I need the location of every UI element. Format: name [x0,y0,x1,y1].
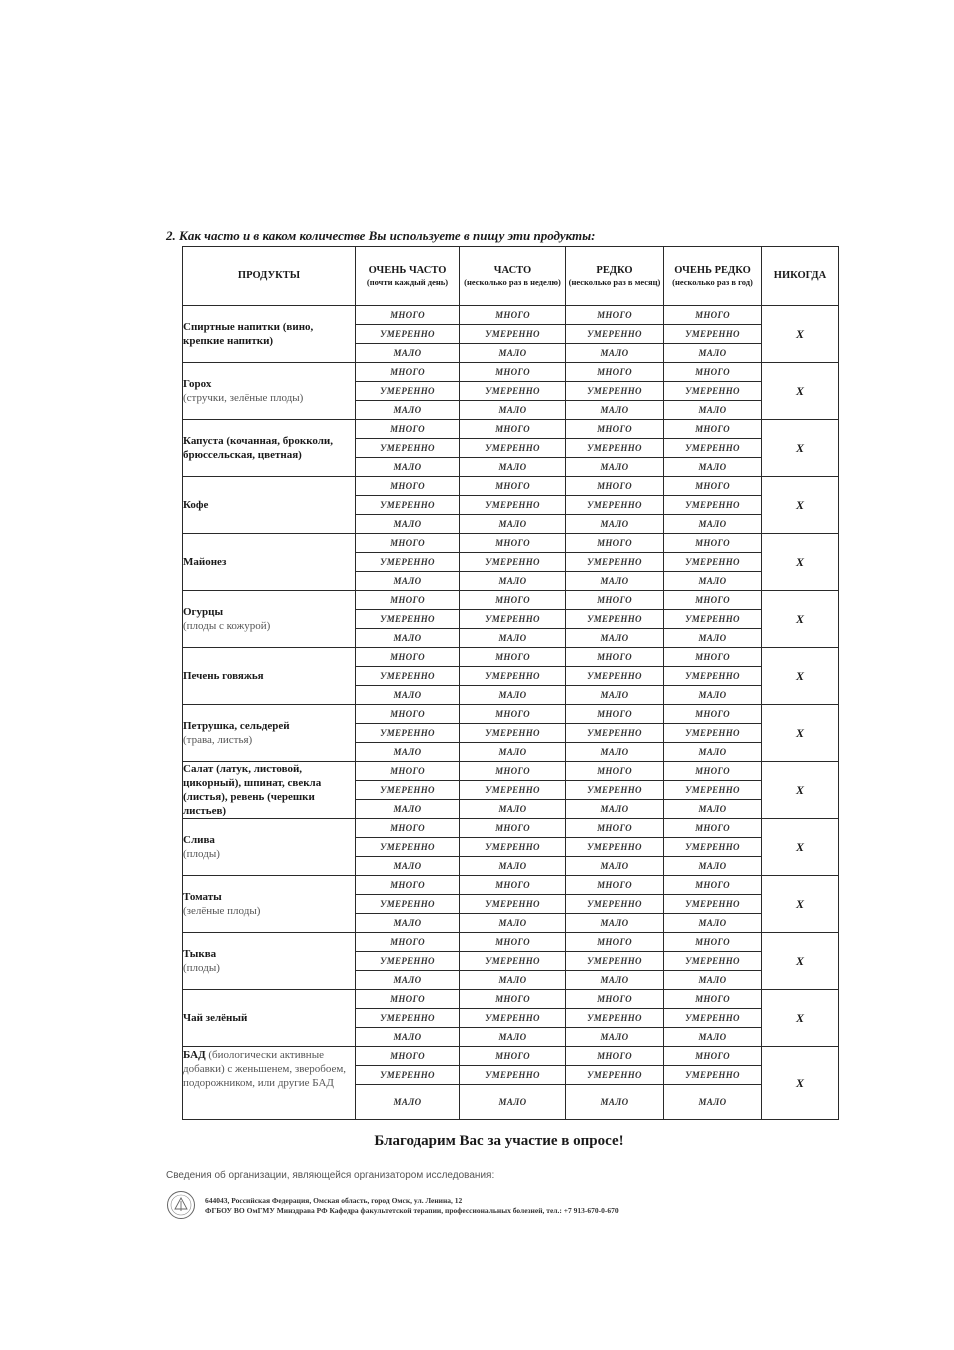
option-often[interactable]: УМЕРЕННО [460,1009,566,1028]
option-very-often[interactable]: УМЕРЕННО [356,382,460,401]
product-note: (плоды) [183,962,220,974]
survey-table [182,246,839,1120]
option-rarely[interactable]: УМЕРЕННО [566,895,664,914]
option-rarely[interactable]: МАЛО [566,800,664,819]
option-very-rarely[interactable]: МНОГО [664,420,762,439]
option-very-often[interactable]: МНОГО [356,363,460,382]
option-rarely[interactable]: МАЛО [566,1085,664,1120]
option-often[interactable]: МАЛО [460,800,566,819]
option-rarely[interactable]: МНОГО [566,762,664,781]
option-often[interactable]: МНОГО [460,933,566,952]
option-very-often[interactable]: МАЛО [356,857,460,876]
option-often[interactable]: МАЛО [460,857,566,876]
option-often[interactable]: УМЕРЕННО [460,667,566,686]
option-very-rarely[interactable]: УМЕРЕННО [664,610,762,629]
option-very-rarely[interactable]: МНОГО [664,990,762,1009]
table-row [183,933,839,952]
table-row [183,762,839,781]
option-often[interactable]: МАЛО [460,1028,566,1047]
header-very-often: ОЧЕНЬ ЧАСТО (почти каждый день) [356,247,460,306]
option-very-rarely[interactable]: УМЕРЕННО [664,439,762,458]
option-very-often[interactable]: УМЕРЕННО [356,667,460,686]
option-often[interactable]: УМЕРЕННО [460,952,566,971]
option-very-often[interactable]: МНОГО [356,648,460,667]
option-rarely[interactable]: МАЛО [566,1028,664,1047]
option-very-often[interactable]: УМЕРЕННО [356,439,460,458]
option-very-often[interactable]: МНОГО [356,591,460,610]
option-very-often[interactable]: МАЛО [356,344,460,363]
option-often[interactable]: МНОГО [460,477,566,496]
option-very-often[interactable]: УМЕРЕННО [356,952,460,971]
option-often[interactable]: УМЕРЕННО [460,382,566,401]
option-very-rarely[interactable]: МАЛО [664,914,762,933]
product-name: Майонез [183,556,227,568]
option-very-rarely[interactable]: УМЕРЕННО [664,724,762,743]
option-rarely[interactable]: УМЕРЕННО [566,781,664,800]
option-often[interactable]: УМЕРЕННО [460,610,566,629]
option-often[interactable]: УМЕРЕННО [460,895,566,914]
option-very-rarely[interactable]: МНОГО [664,477,762,496]
table-row [183,990,839,1009]
option-often[interactable]: МНОГО [460,762,566,781]
option-very-often[interactable]: МНОГО [356,420,460,439]
option-very-often[interactable]: МНОГО [356,762,460,781]
option-often[interactable]: МНОГО [460,420,566,439]
never-mark[interactable]: X [762,591,839,648]
product-cell [183,762,356,819]
option-often[interactable]: УМЕРЕННО [460,325,566,344]
option-rarely[interactable]: УМЕРЕННО [566,952,664,971]
thanks-message: Благодарим Вас за участие в опросе! [374,1133,624,1149]
option-very-rarely[interactable]: МНОГО [664,819,762,838]
option-rarely[interactable]: УМЕРЕННО [566,439,664,458]
product-note: (зелёные плоды) [183,905,261,917]
table-row [183,876,839,895]
option-rarely[interactable]: МАЛО [566,971,664,990]
option-often[interactable]: МНОГО [460,534,566,553]
option-very-often[interactable]: МНОГО [356,819,460,838]
option-very-often[interactable]: УМЕРЕННО [356,610,460,629]
option-very-rarely[interactable]: МАЛО [664,1085,762,1120]
option-rarely[interactable]: МНОГО [566,876,664,895]
option-often[interactable]: МАЛО [460,401,566,420]
table-row [183,1047,839,1066]
option-rarely[interactable]: МНОГО [566,591,664,610]
option-very-rarely[interactable]: МАЛО [664,515,762,534]
option-rarely[interactable]: МНОГО [566,648,664,667]
never-mark[interactable]: X [762,363,839,420]
option-very-rarely[interactable]: МАЛО [664,1028,762,1047]
option-very-rarely[interactable]: МАЛО [664,344,762,363]
option-very-rarely[interactable]: МНОГО [664,762,762,781]
option-very-rarely[interactable]: МАЛО [664,971,762,990]
table-row [183,306,839,325]
option-very-often[interactable]: МАЛО [356,401,460,420]
option-very-rarely[interactable]: МНОГО [664,534,762,553]
option-often[interactable]: МАЛО [460,344,566,363]
option-very-rarely[interactable]: МАЛО [664,800,762,819]
option-rarely[interactable]: МНОГО [566,933,664,952]
never-mark[interactable]: X [762,933,839,990]
option-very-rarely[interactable]: УМЕРЕННО [664,952,762,971]
option-rarely[interactable]: МНОГО [566,990,664,1009]
option-very-often[interactable]: УМЕРЕННО [356,781,460,800]
product-name: Томаты [183,891,222,903]
product-cell [183,876,356,933]
option-very-often[interactable]: МАЛО [356,914,460,933]
option-rarely[interactable]: МНОГО [566,363,664,382]
option-very-often[interactable]: МАЛО [356,458,460,477]
never-mark[interactable]: X [762,534,839,591]
product-cell [183,477,356,534]
organization-label: Сведения об организации, являющейся организатором исследования: [166,1170,495,1181]
organization-name: ФГБОУ ВО ОмГМУ Минздрава РФ Кафедра факультетской терапии, профессиональных болезней, тел.: +7 913-670-0-670 [205,1206,619,1215]
option-very-often[interactable]: МАЛО [356,743,460,762]
option-very-often[interactable]: МНОГО [356,534,460,553]
organization-address: 644043, Российская Федерация, Омская область, город Омск, ул. Ленина, 12 [205,1196,463,1205]
product-note: (биологически активные добавки) с женьшенем, зверобоем, подорожником, или другие БАД [183,1049,347,1089]
option-often[interactable]: МАЛО [460,572,566,591]
option-rarely[interactable]: УМЕРЕННО [566,553,664,572]
option-very-often[interactable]: МНОГО [356,477,460,496]
never-mark[interactable]: X [762,990,839,1047]
product-name: Кофе [183,499,209,511]
option-very-often[interactable]: МАЛО [356,629,460,648]
option-often[interactable]: МАЛО [460,686,566,705]
product-name: Петрушка, сельдерей [183,720,290,732]
option-often[interactable]: МАЛО [460,743,566,762]
table-row [183,648,839,667]
option-very-often[interactable]: МАЛО [356,515,460,534]
option-rarely[interactable]: МНОГО [566,534,664,553]
option-very-rarely[interactable]: МНОГО [664,1047,762,1066]
option-often[interactable]: МНОГО [460,306,566,325]
product-name: Салат (латук, листовой, цикорный), шпинат, свекла (листья), ревень (черешки листьев) [183,763,322,817]
option-very-often[interactable]: МНОГО [356,1047,460,1066]
option-often[interactable]: УМЕРЕННО [460,496,566,515]
option-very-often[interactable]: МАЛО [356,800,460,819]
table-row [183,591,839,610]
option-rarely[interactable]: МАЛО [566,743,664,762]
table-row [183,363,839,382]
option-rarely[interactable]: МАЛО [566,458,664,477]
product-cell [183,306,356,363]
product-cell [183,705,356,762]
option-very-often[interactable]: МНОГО [356,933,460,952]
option-very-often[interactable]: УМЕРЕННО [356,724,460,743]
option-very-rarely[interactable]: УМЕРЕННО [664,895,762,914]
option-often[interactable]: МНОГО [460,876,566,895]
option-rarely[interactable]: УМЕРЕННО [566,325,664,344]
never-mark[interactable]: X [762,648,839,705]
option-rarely[interactable]: МНОГО [566,477,664,496]
never-mark[interactable]: X [762,876,839,933]
header-row [183,247,839,306]
option-very-often[interactable]: УМЕРЕННО [356,553,460,572]
product-name: Чай зелёный [183,1012,248,1024]
product-cell [183,819,356,876]
product-note: (плоды с кожурой) [183,620,271,632]
option-very-rarely[interactable]: МАЛО [664,686,762,705]
option-very-rarely[interactable]: МНОГО [664,705,762,724]
option-very-often[interactable]: МНОГО [356,705,460,724]
option-very-often[interactable]: МАЛО [356,686,460,705]
option-rarely[interactable]: МАЛО [566,515,664,534]
never-mark[interactable]: X [762,420,839,477]
university-seal-icon [166,1190,196,1220]
option-very-rarely[interactable]: УМЕРЕННО [664,838,762,857]
table-row [183,819,839,838]
option-rarely[interactable]: МНОГО [566,306,664,325]
option-often[interactable]: МАЛО [460,629,566,648]
option-very-often[interactable]: УМЕРЕННО [356,496,460,515]
option-very-rarely[interactable]: МНОГО [664,306,762,325]
option-very-often[interactable]: МНОГО [356,990,460,1009]
option-rarely[interactable]: МАЛО [566,572,664,591]
option-very-rarely[interactable]: УМЕРЕННО [664,1066,762,1085]
option-very-often[interactable]: УМЕРЕННО [356,325,460,344]
option-very-rarely[interactable]: УМЕРЕННО [664,382,762,401]
option-very-rarely[interactable]: УМЕРЕННО [664,496,762,515]
header-products: ПРОДУКТЫ [183,247,356,306]
option-very-rarely[interactable]: УМЕРЕННО [664,667,762,686]
option-very-often[interactable]: МАЛО [356,971,460,990]
option-rarely[interactable]: УМЕРЕННО [566,610,664,629]
option-often[interactable]: УМЕРЕННО [460,439,566,458]
product-note: (стручки, зелёные плоды) [183,392,304,404]
never-mark[interactable]: X [762,819,839,876]
option-often[interactable]: УМЕРЕННО [460,724,566,743]
product-name: Слива [183,834,215,846]
option-very-rarely[interactable]: МНОГО [664,933,762,952]
header-rarely: РЕДКО (несколько раз в месяц) [566,247,664,306]
question-title: 2. Как часто и в каком количестве Вы используете в пищу эти продукты: [166,228,596,243]
option-often[interactable]: МАЛО [460,914,566,933]
option-often[interactable]: МНОГО [460,990,566,1009]
option-often[interactable]: МАЛО [460,515,566,534]
option-rarely[interactable]: МАЛО [566,857,664,876]
product-cell [183,363,356,420]
option-very-rarely[interactable]: УМЕРЕННО [664,325,762,344]
option-rarely[interactable]: УМЕРЕННО [566,724,664,743]
option-very-rarely[interactable]: МНОГО [664,648,762,667]
never-mark[interactable]: X [762,306,839,363]
table-row [183,534,839,553]
option-often[interactable]: МАЛО [460,1085,566,1120]
option-often[interactable]: МАЛО [460,971,566,990]
product-cell [183,990,356,1047]
product-cell [183,591,356,648]
product-cell [183,534,356,591]
product-name: Спиртные напитки (вино, крепкие напитки) [183,321,314,347]
never-mark[interactable]: X [762,762,839,819]
option-often[interactable]: МНОГО [460,363,566,382]
table-row [183,705,839,724]
product-name: Тыква [183,948,217,960]
option-rarely[interactable]: МАЛО [566,401,664,420]
product-cell [183,1047,356,1120]
never-mark[interactable]: X [762,705,839,762]
option-often[interactable]: УМЕРЕННО [460,781,566,800]
option-very-rarely[interactable]: МНОГО [664,363,762,382]
option-rarely[interactable]: МНОГО [566,420,664,439]
option-very-rarely[interactable]: МНОГО [664,591,762,610]
option-often[interactable]: МНОГО [460,1047,566,1066]
option-rarely[interactable]: МАЛО [566,629,664,648]
product-cell [183,420,356,477]
header-very-rarely: ОЧЕНЬ РЕДКО (несколько раз в год) [664,247,762,306]
product-note: (трава, листья) [183,734,253,746]
table-row [183,477,839,496]
option-rarely[interactable]: УМЕРЕННО [566,1009,664,1028]
option-rarely[interactable]: УМЕРЕННО [566,838,664,857]
never-mark[interactable]: X [762,1047,839,1120]
option-often[interactable]: МАЛО [460,458,566,477]
option-rarely[interactable]: УМЕРЕННО [566,382,664,401]
product-name: Огурцы [183,606,224,618]
option-very-often[interactable]: МАЛО [356,572,460,591]
option-often[interactable]: МНОГО [460,648,566,667]
option-very-often[interactable]: МАЛО [356,1085,460,1120]
option-rarely[interactable]: МНОГО [566,819,664,838]
product-name: Горох [183,378,212,390]
option-very-rarely[interactable]: МАЛО [664,857,762,876]
option-very-often[interactable]: УМЕРЕННО [356,1009,460,1028]
table-row [183,420,839,439]
option-often[interactable]: МНОГО [460,819,566,838]
option-rarely[interactable]: МНОГО [566,1047,664,1066]
option-rarely[interactable]: МНОГО [566,705,664,724]
option-very-rarely[interactable]: УМЕРЕННО [664,1009,762,1028]
option-very-rarely[interactable]: УМЕРЕННО [664,553,762,572]
option-rarely[interactable]: УМЕРЕННО [566,667,664,686]
option-very-rarely[interactable]: УМЕРЕННО [664,781,762,800]
option-very-often[interactable]: МАЛО [356,1028,460,1047]
option-very-rarely[interactable]: МАЛО [664,743,762,762]
option-very-often[interactable]: УМЕРЕННО [356,838,460,857]
product-name: Капуста (кочанная, брокколи, брюссельская, цветная) [183,435,334,461]
option-very-rarely[interactable]: МНОГО [664,876,762,895]
product-cell [183,648,356,705]
header-often: ЧАСТО (несколько раз в неделю) [460,247,566,306]
option-often[interactable]: УМЕРЕННО [460,1066,566,1085]
option-very-rarely[interactable]: МАЛО [664,458,762,477]
option-very-often[interactable]: МНОГО [356,306,460,325]
option-very-often[interactable]: МНОГО [356,876,460,895]
product-note: (плоды) [183,848,220,860]
product-name: Печень говяжья [183,670,264,682]
option-very-rarely[interactable]: МАЛО [664,572,762,591]
option-rarely[interactable]: МАЛО [566,686,664,705]
option-often[interactable]: МНОГО [460,705,566,724]
header-never: НИКОГДА [762,247,839,306]
option-rarely[interactable]: МАЛО [566,344,664,363]
option-very-often[interactable]: УМЕРЕННО [356,895,460,914]
never-mark[interactable]: X [762,477,839,534]
product-cell [183,933,356,990]
option-rarely[interactable]: МАЛО [566,914,664,933]
option-very-rarely[interactable]: МАЛО [664,401,762,420]
product-name: БАД [183,1049,206,1061]
option-often[interactable]: МНОГО [460,591,566,610]
organization-info [205,1196,619,1216]
option-rarely[interactable]: УМЕРЕННО [566,1066,664,1085]
option-often[interactable]: УМЕРЕННО [460,553,566,572]
option-often[interactable]: УМЕРЕННО [460,838,566,857]
option-rarely[interactable]: УМЕРЕННО [566,496,664,515]
option-very-rarely[interactable]: МАЛО [664,629,762,648]
option-very-often[interactable]: УМЕРЕННО [356,1066,460,1085]
